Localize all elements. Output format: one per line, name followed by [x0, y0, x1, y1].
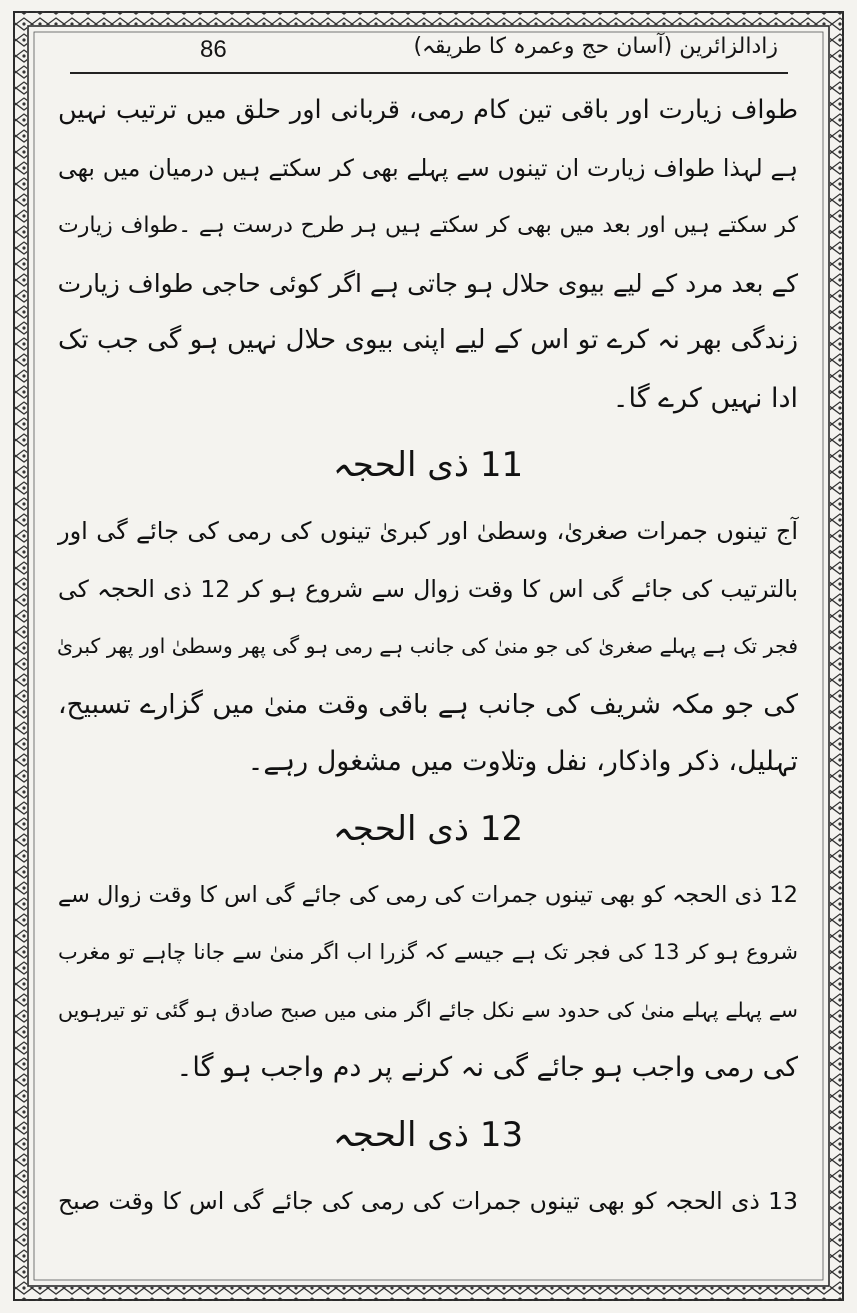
- paragraph-12-dhul-hijjah: [58, 867, 798, 1097]
- text-line: زندگی بھر نہ کرے تو اس کے لیے اپنی بیوی حلال نہیں ہو گی جب تک: [58, 325, 798, 355]
- text-line: فجر تک ہے پہلے صغریٰ کی جو منیٰ کی جانب ہے رمی ہو گی پھر وسطیٰ اور پھر کبریٰ: [57, 634, 798, 658]
- text-line: بالترتیب کی جائے گی اس کا وقت زوال سے شروع ہو کر 12 ذی الحجہ کی: [58, 574, 799, 603]
- text-line: تہلیل، ذکر واذکار، نفل وتلاوت میں مشغول رہے۔: [247, 746, 798, 777]
- section-heading-11-dhul-hijjah: 11 ذی الحجہ: [332, 445, 524, 485]
- page-number: 86: [200, 36, 227, 63]
- paragraph-13-dhul-hijjah: [58, 1173, 798, 1231]
- text-line: کی رمی واجب ہو جائے گی نہ کرنے پر دم واجب ہو گا۔: [176, 1052, 798, 1083]
- header-rule: [70, 72, 788, 74]
- text-line: ہے لہذا طواف زیارت ان تینوں سے پہلے بھی کر سکتے ہیں درمیان میں بھی: [58, 153, 798, 182]
- section-heading-13-dhul-hijjah: 13 ذی الحجہ: [332, 1114, 524, 1155]
- page-body: [58, 82, 798, 1282]
- page-header: [60, 32, 798, 72]
- paragraph-tawaf-ziyarat: [58, 82, 798, 427]
- text-line: کی جو مکہ شریف کی جانب ہے باقی وقت منیٰ میں گزارے تسبیح،: [58, 688, 798, 720]
- text-line: طواف زیارت اور باقی تین کام رمی، قربانی اور حلق میں ترتیب نہیں: [58, 95, 798, 125]
- text-line: 13 ذی الحجہ کو بھی تینوں جمرات کی رمی کی جائے گی اس کا وقت صبح: [58, 1186, 798, 1215]
- text-line: شروع ہو کر 13 کی فجر تک ہے جیسے کہ گزرا اب اگر منیٰ سے جانا چاہے تو مغرب: [58, 940, 798, 964]
- running-title: زادالزائرین (آسان حج وعمرہ کا طریقہ): [413, 34, 778, 59]
- text-line: سے پہلے پہلے منیٰ کی حدود سے نکل جائے اگر منی میں صبح صادق ہو گئی تو تیرہویں: [58, 997, 798, 1022]
- text-line: کے بعد مرد کے لیے بیوی حلال ہو جاتی ہے اگر کوئی حاجی طواف زیارت: [57, 268, 798, 298]
- text-line: کر سکتے ہیں اور بعد میں بھی کر سکتے ہیں ہر طرح درست ہے ۔طواف زیارت: [58, 213, 798, 238]
- text-line: آج تینوں جمرات صغریٰ، وسطیٰ اور کبریٰ تینوں کی رمی کی جائے گی اور: [58, 517, 798, 545]
- text-line: 12 ذی الحجہ کو بھی تینوں جمرات کی رمی کی جائے گی اس کا وقت زوال سے: [57, 881, 798, 908]
- text-line: ادا نہیں کرے گا۔: [612, 382, 798, 414]
- section-heading-12-dhul-hijjah: 12 ذی الحجہ: [332, 808, 524, 849]
- paragraph-11-dhul-hijjah: [58, 503, 798, 791]
